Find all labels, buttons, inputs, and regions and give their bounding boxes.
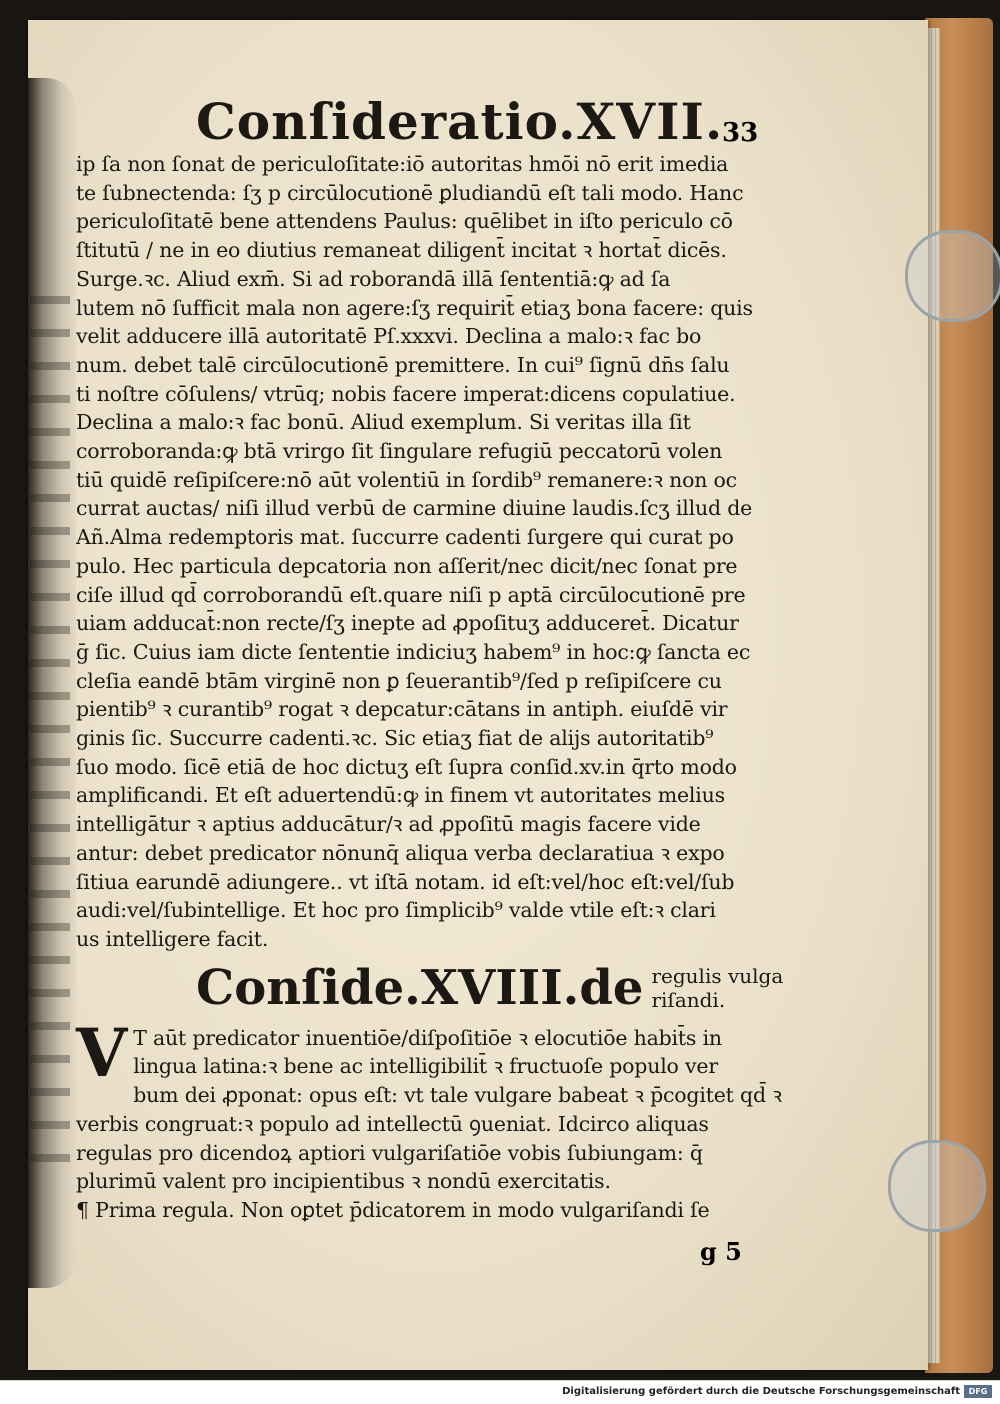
text-line: ginis ſic. Succurre cadenti.ꝛc. Sic etiaʒ fiat de alijs autoritatib⁹ xyxy=(76,726,714,751)
text-line: ſtitutū / ne in eo diutius remaneat diligent̄ incitat ꝛ hortat̄ dicēs. xyxy=(76,238,727,263)
text-line: plurimū valent pro incipientibus ꝛ nondū exercitatis. xyxy=(76,1169,611,1194)
text-line: intelligātur ꝛ aptius adducātur/ꝛ ad ꝓpoſitū magis facere vide xyxy=(76,812,701,837)
text-line: ſitiua earundē adiungere.. vt iſtā notam. id eſt:vel/hoc eſt:vel/ſub xyxy=(76,869,735,894)
page-heading: Conſideratio.XVII. xyxy=(196,92,724,151)
section-heading-sub-2: riſandi. xyxy=(651,987,726,1012)
text-line: uiam adducat̄:non recte/ſʒ inepte ad ꝓpoſituʒ adduceret̄. Dicatur xyxy=(76,611,739,636)
indented-lines xyxy=(76,1013,796,1092)
initial-letter: V xyxy=(76,1013,128,1092)
text-line: pulo. Hec particula depcatoria non aſſerit/nec dicit/nec ſonat pre xyxy=(76,553,738,578)
body-paragraph-1 xyxy=(76,150,796,954)
text-line: cleſia eandē btām virginē non ꝑ ſeuerantib⁹/ſed p reſipiſcere cu xyxy=(76,668,722,693)
body-paragraph-2 xyxy=(76,1013,796,1225)
text-line: Surge.ꝛc. Aliud exm̄. Si ad roborandā illā ſententiā:ꝙ ad ſa xyxy=(76,266,671,291)
text-line: ciſe illud qd̄ corroborandū eſt.quare niſi p aptā circūlocutionē pre xyxy=(76,582,746,607)
text-line: ¶ Prima regula. Non oꝑtet p̄dicatorem in modo vulgariſandi ſe xyxy=(76,1197,710,1222)
text-line: currat auctas/ niſi illud verbū de carmine diuine laudis.ſcʒ illud de xyxy=(76,496,753,521)
text-line: regulas pro dicendoꝝ aptiori vulgariſatiōe vobis ſubiungam: q̄ xyxy=(76,1140,703,1165)
dfg-logo: DFG xyxy=(964,1385,992,1398)
footer-bar xyxy=(0,1380,1000,1404)
text-line: bum dei ꝓponat: opus eſt: vt tale vulgare babeat ꝛ p̄cogitet qd̄ ꝛ xyxy=(133,1083,782,1108)
text-block xyxy=(76,94,796,1225)
section-heading-main: Conſide.XVIII.de xyxy=(196,959,644,1016)
text-line: ip ſa non ſonat de periculoſitate:iō autoritas hmōi nō erit imedia xyxy=(76,152,729,176)
page-clip-top xyxy=(905,230,1000,322)
text-line: Añ.Alma redemptoris mat. ſuccurre cadenti ſurgere qui curat po xyxy=(76,525,734,550)
funding-notice: Digitalisierung gefördert durch die Deutsche Forschungsgemeinschaft xyxy=(562,1386,960,1397)
text-line: periculoſitatē bene attendens Paulus: quēlibet in iſto periculo cō xyxy=(76,209,733,234)
text-line: ḡ ſic. Cuius iam dicte ſententie indiciuʒ habem⁹ in hoc:ꝙ ſancta ec xyxy=(76,639,751,664)
facing-page-text xyxy=(30,278,70,1178)
text-line: te ſubnectenda: ſʒ p circūlocutionē ꝑludiandū eſt tali modo. Hanc xyxy=(76,180,744,205)
text-line: ti noſtre cōſulens/ vtrūq; nobis facere imperat:dicens copulatiue. xyxy=(76,381,736,406)
section-heading xyxy=(196,960,796,1022)
text-line: ſuo modo. ſicē etiā de hoc dictuʒ eſt ſupra conſid.xv.in q̄rto modo xyxy=(76,754,737,779)
text-line: tiū quidē reſipiſcere:nō aūt volentiū in ſordib⁹ remanere:ꝛ non oc xyxy=(76,467,737,492)
text-line: corroboranda:ꝙ btā vrirgo ſit ſingulare refugiū peccatorū volen xyxy=(76,439,723,464)
text-line: pientib⁹ ꝛ curantib⁹ rogat ꝛ depcatur:cātans in antiph. eiuſdē vir xyxy=(76,697,728,722)
section-heading-sub-1: regulis vulga xyxy=(651,963,784,988)
body-lines xyxy=(76,1081,796,1225)
text-line: us intelligere facit. xyxy=(76,926,269,951)
text-line: audi:vel/ſubintellige. Et hoc pro ſimplicib⁹ valde vtile eſt:ꝛ clari xyxy=(76,898,716,923)
page-clip-bottom xyxy=(888,1140,986,1232)
text-line: lingua latina:ꝛ bene ac intelligibilit̄ ꝛ fructuoſe populo ver xyxy=(133,1054,718,1079)
section-heading-sub xyxy=(651,964,783,1012)
text-line: lutem nō ſufficit mala non agere:ſʒ requirit̄ etiaʒ bona facere: quis xyxy=(76,295,753,320)
text-line: T aūt predicator inuentiōe/diſpoſitiōe ꝛ elocutiōe habit̄s in xyxy=(133,1025,722,1050)
facing-page-gutter xyxy=(28,78,76,1288)
folio-number: 33 xyxy=(722,118,759,148)
text-line: amplificandi. Et eſt aduertendū:ꝙ in finem vt autoritates melius xyxy=(76,783,725,808)
signature-mark: g 5 xyxy=(700,1237,742,1266)
text-line: antur: debet predicator nōnunq̄ aliqua verba declaratiua ꝛ expo xyxy=(76,840,725,865)
text-line: Declina a malo:ꝛ fac bonū. Aliud exemplum. Si veritas illa ſit xyxy=(76,410,691,435)
text-line: velit adducere illā autoritatē Pſ.xxxvi. Declina a malo:ꝛ fac bo xyxy=(76,324,702,349)
text-line: verbis congruat:ꝛ populo ad intellectū ꝯueniat. Idcirco aliquas xyxy=(76,1111,709,1136)
text-line: num. debet talē circūlocutionē premittere. In cui⁹ ſignū dn̄s ſalu xyxy=(76,352,730,377)
